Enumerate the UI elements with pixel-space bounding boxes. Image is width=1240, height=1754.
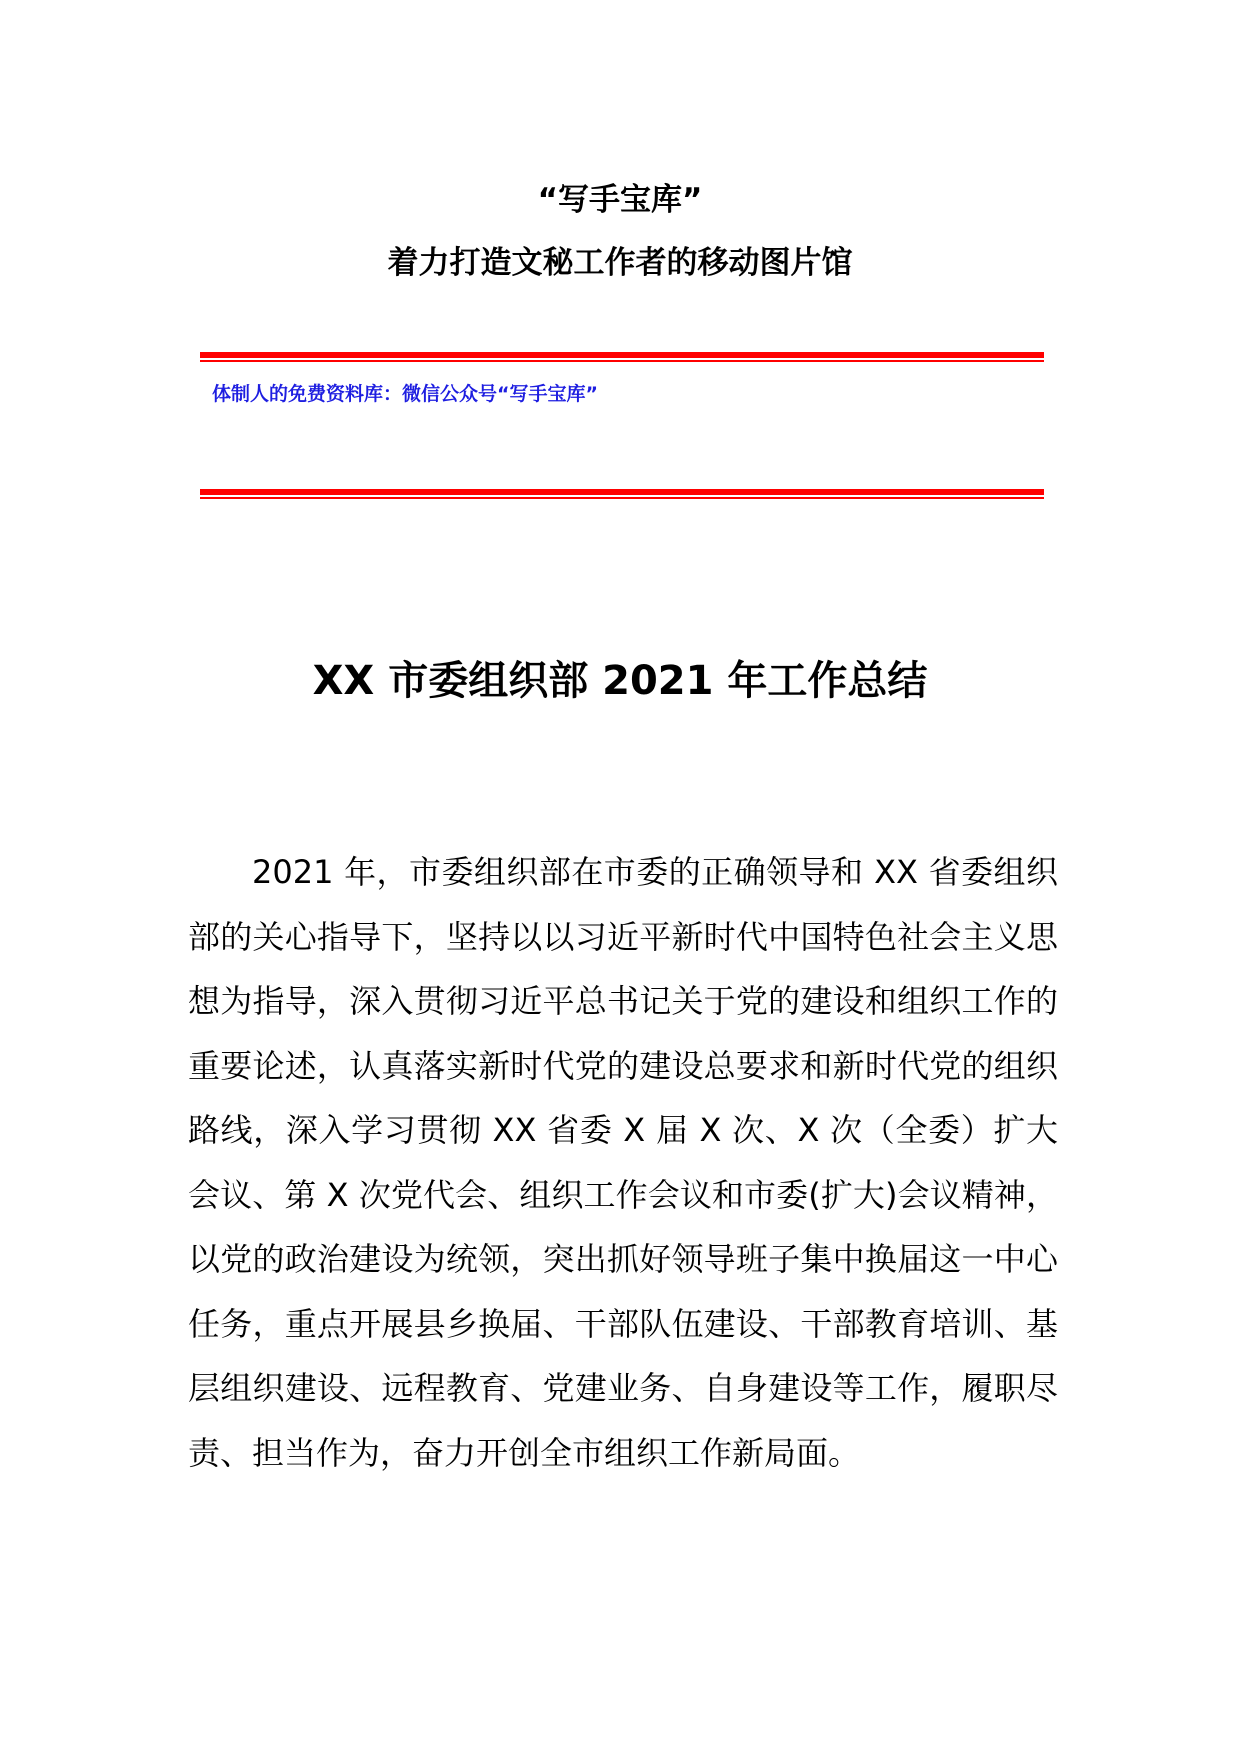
divider-thick-line (200, 489, 1044, 495)
brand-title: “写手宝库” (537, 182, 703, 218)
body-paragraph: 2021 年，市委组织部在市委的正确领导和 XX 省委组织部的关心指导下，坚持以以习近平新时代中国特色社会主义思想为指导，深入贯彻习近平总书记关于党的建设和组织工作的重要论述，认真落实新时代党的建设总要求和新时代党的组织路线，深入学习贯彻 XX 省委 X 届 X 次、X 次（全委）扩大会议、第 X 次党代会、组织工作会议和市委(扩大)会议精神，以党的政治建设为统领，突出抓好领导班子集中换届这一中心任务，重点开展县乡换届、干部队伍建设、干部教育培训、基层组织建设、远程教育、党建业务、自身建设等工作，履职尽责、担当作为，奋力开创全市组织工作新局面。 (188, 853, 1058, 1472)
top-divider (200, 352, 1044, 362)
document-title: XX 市委组织部 2021 年工作总结 (312, 658, 928, 704)
bottom-divider (200, 489, 1044, 499)
divider-thick-line (200, 352, 1044, 358)
slogan: 着力打造文秘工作者的移动图片馆 (387, 245, 853, 281)
notice-text: 体制人的免费资料库：微信公众号“写手宝库” (212, 383, 598, 405)
divider-thin-line (200, 497, 1044, 499)
divider-thin-line (200, 360, 1044, 362)
